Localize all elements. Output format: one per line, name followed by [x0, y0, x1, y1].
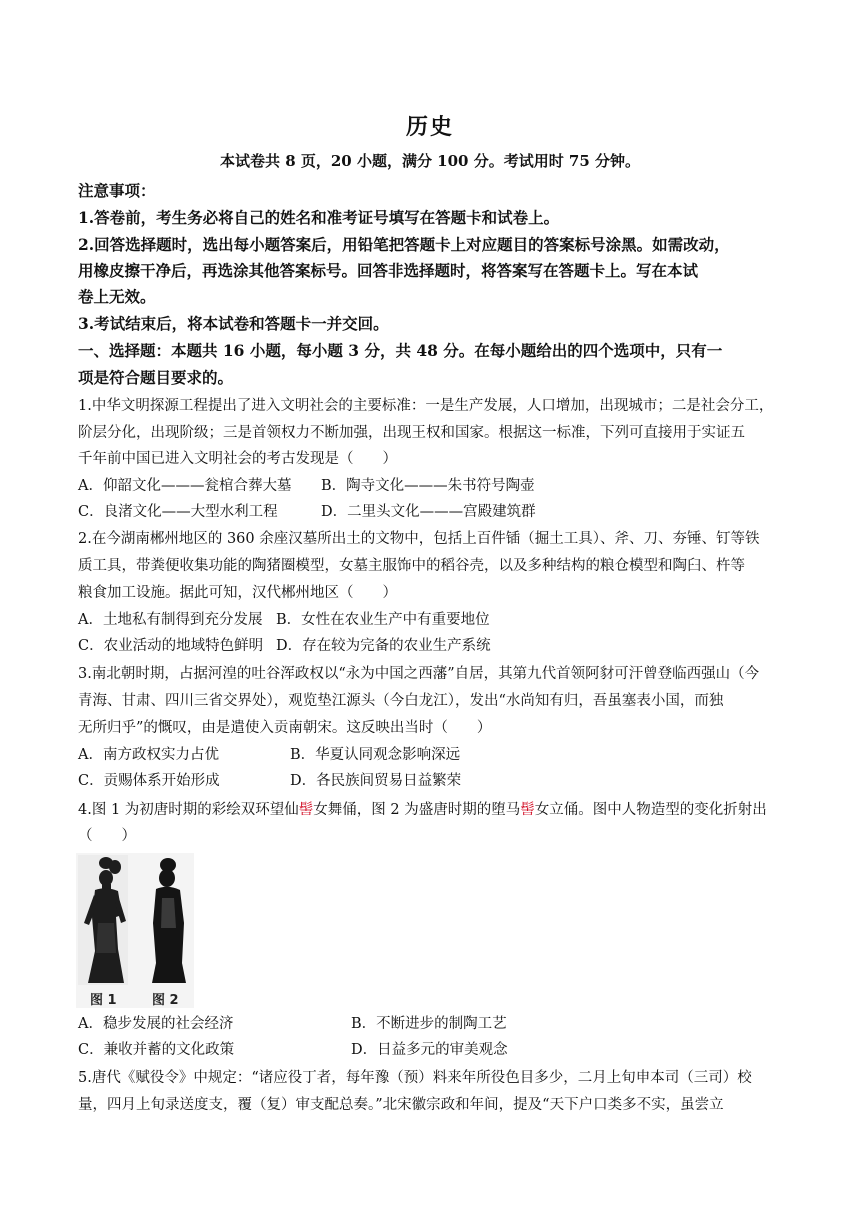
notice-line: 用橡皮擦干净后，再选涂其他答案标号。回答非选择题时，将答案写在答题卡上。写在本试: [78, 261, 699, 280]
question-text: 阶层分化，出现阶级；三是首领权力不断加强，出现王权和国家。根据这一标准，下列可直接用于实证五: [78, 425, 745, 441]
figure-2-label: 图 2: [152, 993, 179, 1008]
question-text: 质工具，带粪便收集功能的陶猪圈模型，女墓主服饰中的稻谷壳，以及多种结构的粮仓模型和陶臼、杵等: [78, 558, 745, 574]
q4-text-c: 女立俑。图中人物造型的变化折射出: [534, 802, 767, 818]
q4-red-char: 髻: [520, 802, 535, 818]
question-text: 千年前中国已进入文明社会的考古发现是（ ）: [78, 451, 397, 467]
question-text: 青海、甘肃、四川三省交界处），观览垫江源头（今白龙江），发出“水尚知有归，吾虽塞表小国，而独: [78, 693, 724, 709]
section-heading: 项是符合题目要求的。: [78, 368, 234, 387]
option-c: C．兼收并蓄的文化政策: [78, 1042, 235, 1058]
question-text: 5.唐代《赋役令》中规定：“诸应役丁者，每年豫（预）料来年所役色目多少，二月上旬申本司（三司）校: [78, 1070, 752, 1086]
option-b: B．陶寺文化———朱书符号陶壶: [321, 478, 535, 494]
notice-heading: 注意事项：: [78, 181, 156, 200]
q4-text-a: 4.图 1 为初唐时期的彩绘双环望仙: [78, 802, 299, 818]
notice-line: 2.回答选择题时，选出每小题答案后，用铅笔把答题卡上对应题目的答案标号涂黑。如需改动，: [78, 235, 730, 254]
figurine-figure: [76, 853, 194, 1008]
option-d: D．日益多元的审美观念: [351, 1042, 508, 1058]
option-c: C．贡赐体系开始形成: [78, 773, 220, 789]
question-text: 无所归乎”的慨叹，由是遣使入贡南朝宋。这反映出当时（ ）: [78, 720, 492, 736]
notice-line: 3.考试结束后，将本试卷和答题卡一并交回。: [78, 314, 389, 333]
question-text: （ ）: [78, 828, 136, 844]
figurine-image: [76, 853, 194, 1008]
section-heading: 一、选择题：本题共 16 小题，每小题 3 分，共 48 分。在每小题给出的四个选项中，只有一: [78, 341, 723, 360]
option-a: A．土地私有制得到充分发展: [78, 612, 263, 628]
option-c: C．良渚文化——大型水利工程: [78, 504, 278, 520]
option-b: B．华夏认同观念影响深远: [290, 747, 461, 763]
page-title: 历史: [405, 114, 454, 140]
question-text: 粮食加工设施。据此可知，汉代郴州地区（ ）: [78, 585, 397, 601]
option-a: A．稳步发展的社会经济: [78, 1016, 234, 1032]
question-text: 2.在今湖南郴州地区的 360 余座汉墓所出土的文物中，包括上百件锸（掘土工具）、斧、刀、夯锤、钉等铁: [78, 531, 760, 547]
option-b: B．不断进步的制陶工艺: [351, 1016, 507, 1032]
question-text: 1.中华文明探源工程提出了进入文明社会的主要标准：一是生产发展，人口增加，出现城市；二是社会分工，: [78, 398, 774, 414]
exam-info: 本试卷共 8 页，20 小题，满分 100 分。考试用时 75 分钟。: [219, 152, 641, 170]
option-d: D．二里头文化———宫殿建筑群: [321, 504, 536, 520]
option-c: C．农业活动的地域特色鲜明: [78, 638, 264, 654]
question-text: 3.南北朝时期，占据河湟的吐谷浑政权以“永为中国之西藩”自居，其第九代首领阿豺可汗曾登临西强山（今: [78, 666, 760, 682]
question-text: [78, 800, 790, 820]
q4-red-char: 髻: [298, 802, 314, 818]
q4-text-b: 女舞俑，图 2 为盛唐时期的堕马: [313, 802, 521, 818]
option-a: A．仰韶文化———瓮棺合葬大墓: [78, 478, 292, 494]
question-text: 量，四月上旬录送度支，覆（复）审支配总奏。”北宋徽宗政和年间，提及“天下户口类多不实，虽尝立: [78, 1097, 724, 1113]
notice-line: 1.答卷前，考生务必将自己的姓名和准考证号填写在答题卡和试卷上。: [78, 208, 560, 227]
option-a: A．南方政权实力占优: [78, 747, 219, 763]
notice-line: 卷上无效。: [78, 287, 156, 306]
option-b: B．女性在农业生产中有重要地位: [276, 612, 490, 628]
option-d: D．各民族间贸易日益繁荣: [290, 773, 462, 789]
figure-1-label: 图 1: [90, 993, 117, 1008]
option-d: D．存在较为完备的农业生产系统: [276, 638, 491, 654]
